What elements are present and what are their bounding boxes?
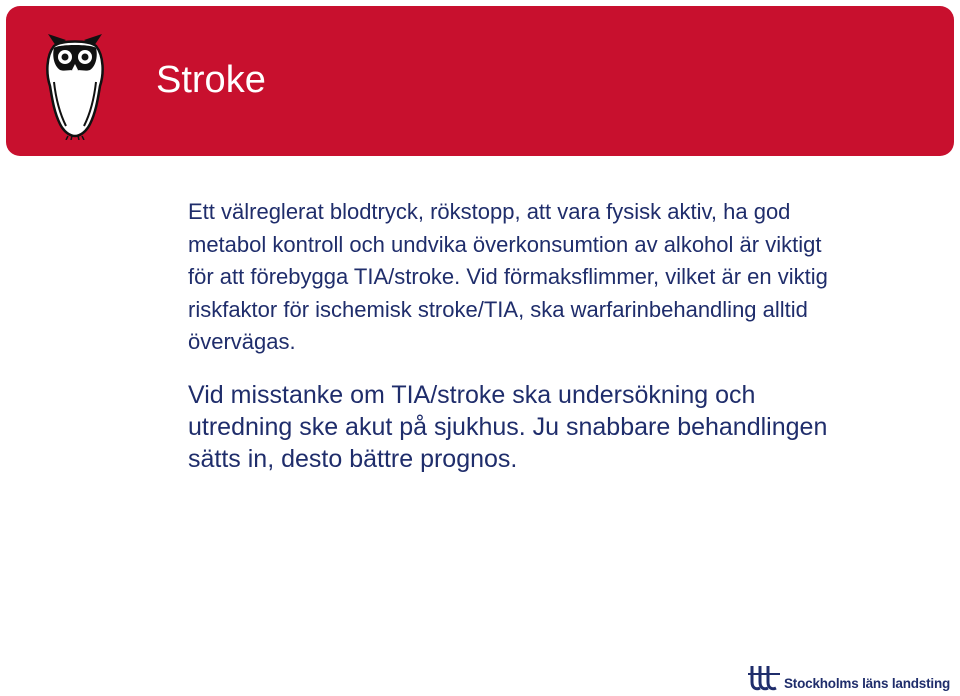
owl-icon	[40, 26, 110, 140]
organization-name: Stockholms läns landsting	[784, 676, 951, 691]
header-band	[6, 6, 954, 156]
footer-logo	[748, 664, 951, 692]
paragraph-prevention: Ett välreglerat blodtryck, rökstopp, att vara fysisk aktiv, ha god metabol kontroll och undvika överkonsumtion av alkohol är viktigt för att förebygga TIA/stroke. Vid förmaksflimmer, vilket är en viktig riskfaktor för ischemisk stroke/TIA, ska warfarinbehandling alltid övervägas.	[188, 199, 828, 354]
paragraph-urgent-care: Vid misstanke om TIA/stroke ska undersökning och utredning ske akut på sjukhus. Ju snabbare behandlingen sätts in, desto bättre prognos.	[188, 380, 828, 473]
slide-body	[188, 196, 828, 475]
slide-title: Stroke	[156, 59, 266, 101]
sll-logo-icon	[748, 664, 780, 692]
